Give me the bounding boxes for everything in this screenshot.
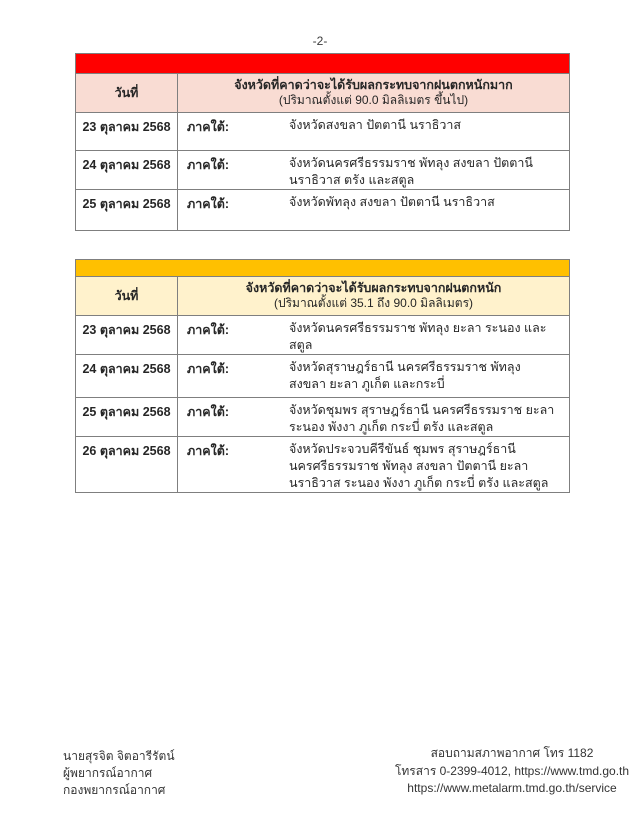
forecaster-name: นายสุรจิต จิตอารีรัตน์ xyxy=(63,749,175,763)
date-column-header: วันที่ xyxy=(76,74,178,112)
table-row xyxy=(76,112,569,150)
forecaster-title: ผู้พยากรณ์อากาศ xyxy=(63,766,153,780)
contact-info-block xyxy=(392,745,632,798)
region-label: ภาคใต้: xyxy=(187,444,230,458)
table-row xyxy=(76,397,569,436)
table-row xyxy=(76,150,569,189)
table-row xyxy=(76,315,569,354)
forecaster-signature-block xyxy=(63,748,175,799)
provinces-text: จังหวัดนครศรีธรรมราช พัทลุง สงขลา ปัตตานี นราธิวาส ตรัง และสตูล xyxy=(289,156,533,187)
impact-header-subtitle: (ปริมาณตั้งแต่ 35.1 ถึง 90.0 มิลลิเมตร) xyxy=(273,296,474,310)
date-cell: 23 ตุลาคม 2568 xyxy=(76,316,178,354)
weather-hotline: สอบถามสภาพอากาศ โทร 1182 xyxy=(430,746,594,760)
provinces-text: จังหวัดนครศรีธรรมราช พัทลุง ยะลา ระนอง และสตูล xyxy=(289,321,547,352)
table-header-row xyxy=(76,74,569,112)
region-label: ภาคใต้: xyxy=(187,405,230,419)
table-row xyxy=(76,354,569,397)
forecaster-division: กองพยากรณ์อากาศ xyxy=(63,783,166,797)
date-cell: 26 ตุลาคม 2568 xyxy=(76,437,178,492)
date-cell: 24 ตุลาคม 2568 xyxy=(76,151,178,189)
very-heavy-rain-table xyxy=(75,53,570,231)
impact-header-title: จังหวัดที่คาดว่าจะได้รับผลกระทบจากฝนตกหนักมาก xyxy=(234,78,513,92)
date-column-header: วันที่ xyxy=(76,277,178,315)
impact-header-subtitle: (ปริมาณตั้งแต่ 90.0 มิลลิเมตร ขึ้นไป) xyxy=(278,93,469,107)
region-cell xyxy=(178,437,569,492)
provinces-text: จังหวัดพัทลุง สงขลา ปัตตานี นราธิวาส xyxy=(289,195,495,209)
region-cell xyxy=(178,316,569,354)
region-label: ภาคใต้: xyxy=(187,158,230,172)
date-cell: 25 ตุลาคม 2568 xyxy=(76,190,178,230)
region-label: ภาคใต้: xyxy=(187,197,230,211)
page-number: -2- xyxy=(312,34,328,48)
region-cell xyxy=(178,151,569,189)
table-row xyxy=(76,189,569,230)
date-cell: 24 ตุลาคม 2568 xyxy=(76,355,178,397)
impact-header-title: จังหวัดที่คาดว่าจะได้รับผลกระทบจากฝนตกหนัก xyxy=(245,281,502,295)
provinces-text: จังหวัดชุมพร สุราษฎร์ธานี นครศรีธรรมราช ยะลา ระนอง พังงา ภูเก็ต กระบี่ ตรัง และสตูล xyxy=(289,403,555,434)
provinces-text: จังหวัดสงขลา ปัตตานี นราธิวาส xyxy=(289,118,462,132)
region-cell xyxy=(178,190,569,230)
date-cell: 25 ตุลาคม 2568 xyxy=(76,398,178,436)
provinces-text: จังหวัดสุราษฎร์ธานี นครศรีธรรมราช พัทลุง สงขลา ยะลา ภูเก็ต และกระบี่ xyxy=(289,360,521,391)
provinces-text: จังหวัดประจวบคีรีขันธ์ ชุมพร สุราษฎร์ธานี นครศรีธรรมราช พัทลุง สงขลา ปัตตานี ยะลา นราธิวาส ระนอง พังงา ภูเก็ต กระบี่ ตรัง และสตูล xyxy=(289,442,549,490)
region-cell xyxy=(178,113,569,150)
region-cell xyxy=(178,398,569,436)
impact-column-header xyxy=(178,277,569,315)
red-accent-bar xyxy=(76,54,569,74)
date-cell: 23 ตุลาคม 2568 xyxy=(76,113,178,150)
heavy-rain-table xyxy=(75,259,570,493)
region-label: ภาคใต้: xyxy=(187,323,230,337)
amber-accent-bar xyxy=(76,260,569,277)
impact-column-header xyxy=(178,74,569,112)
region-label: ภาคใต้: xyxy=(187,120,230,134)
metalarm-url: https://www.metalarm.tmd.go.th/service xyxy=(407,781,617,795)
table-row xyxy=(76,436,569,492)
table-header-row xyxy=(76,277,569,315)
region-cell xyxy=(178,355,569,397)
region-label: ภาคใต้: xyxy=(187,362,230,376)
fax-and-website: โทรสาร 0-2399-4012, https://www.tmd.go.th xyxy=(394,763,630,778)
